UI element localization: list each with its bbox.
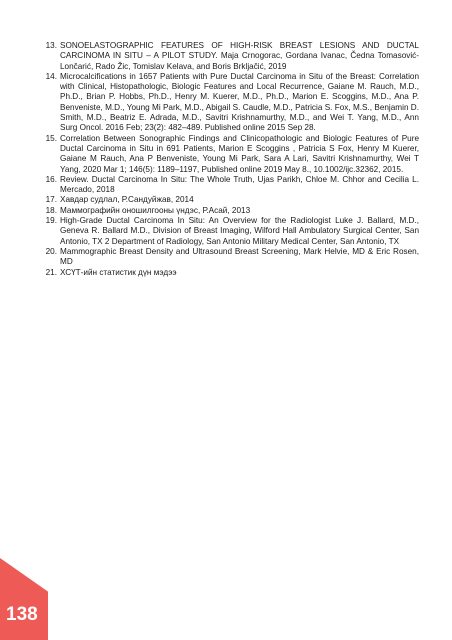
page-number: 138: [6, 604, 38, 625]
reference-text: Маммографийн оношилгооны үндэс, Р.Асай, 2013: [60, 205, 251, 215]
reference-item: [33, 268, 419, 278]
reference-text: Microcalcifications in 1657 Patients with Pure Ductal Carcinoma in Situ of the Breast: Correlation with Clinical, Histopathologic, Biologic Features and Local Recurrence, Gaiane M. Rauch, M.D., Ph.D., Brian P. Hobbs, Ph.D., Henry M. Kuerer, M.D., Ph.D., Marion E. Scoggins, M.D., Ana P. Benveniste, M.D., Young Mi Park, M.D., Abigail S. Caudle, M.D., Patricia S. Fox, M.S., Benjamin D. Smith, M.D., Beatriz E. Adrada, M.D., Savitri Krishnamurthy, M.D., and Wei T. Yang, M.D., Ann Surg Oncol. 2016 Feb; 23(2): 482–489. Published online 2015 Sep 28.: [60, 71, 419, 133]
reference-number: 18.: [45, 205, 57, 215]
reference-number: 13.: [45, 41, 57, 50]
reference-number: 15.: [45, 133, 57, 143]
reference-number: 16.: [45, 174, 57, 184]
reference-text: ХСҮТ-ийн статистик дүн мэдээ: [60, 267, 177, 277]
reference-number: 20.: [45, 246, 57, 256]
reference-item: [33, 134, 419, 175]
reference-item: [33, 175, 419, 196]
reference-number: 17.: [45, 195, 57, 205]
reference-item: [33, 247, 419, 268]
page-corner-decoration: [0, 558, 48, 640]
reference-item: [33, 195, 419, 205]
reference-item: [33, 206, 419, 216]
reference-list: [33, 41, 419, 278]
reference-text: Хавдар судлал, Р.Сандуйжав, 2014: [60, 195, 194, 205]
reference-number: 14.: [45, 71, 57, 81]
reference-number: 19.: [45, 216, 57, 226]
reference-text: High-Grade Ductal Carcinoma In Situ: An Overview for the Radiologist Luke J. Ballard, M.D., Geneva R. Ballard M.D., Division of Breast Imaging, Wilford Hall Ambulatory Surgical Center, San Antonio, TX 2 Department of Radiology, San Antonio Military Medical Center, San Antonio, TX: [60, 216, 419, 246]
reference-item: [33, 216, 419, 247]
reference-item: [33, 72, 419, 134]
reference-text: Mammographic Breast Density and Ultrasound Breast Screening, Mark Helvie, MD & Eric Rosen, MD: [60, 246, 419, 267]
reference-text: SONOELASTOGRAPHIC FEATURES OF HIGH-RISK BREAST LESIONS AND DUCTAL CARCINOMA IN SITU – A PILOT STUDY. Maja Crnogorac, Gordana Ivanac, Čedna Tomasović-Lončarić, Rado Žic, Tomislav Kelava, and Boris Brkljačić, 2019: [60, 41, 419, 71]
reference-number: 21.: [45, 267, 57, 277]
reference-text: Correlation Between Sonographic Findings and Clinicopathologic and Biologic Features of Pure Ductal Carcinoma in Situ in 691 Patients, Marion E Scoggins , Patricia S Fox, Henry M Kuerer, Gaiane M Rauch, Ana P Benveniste, Young Mi Park, Sara A Lari, Savitri Krishnamurthy, Wei T Yang, 2020 Mar 1; 146(5): 1189–1197, Published online 2019 May 8., 10.1002/ijc.32362, 2015.: [60, 133, 419, 174]
reference-text: Review. Ductal Carcinoma In Situ: The Whole Truth, Ujas Parikh, Chloe M. Chhor and Cecilia L. Mercado, 2018: [60, 174, 419, 195]
reference-item: [33, 41, 419, 72]
